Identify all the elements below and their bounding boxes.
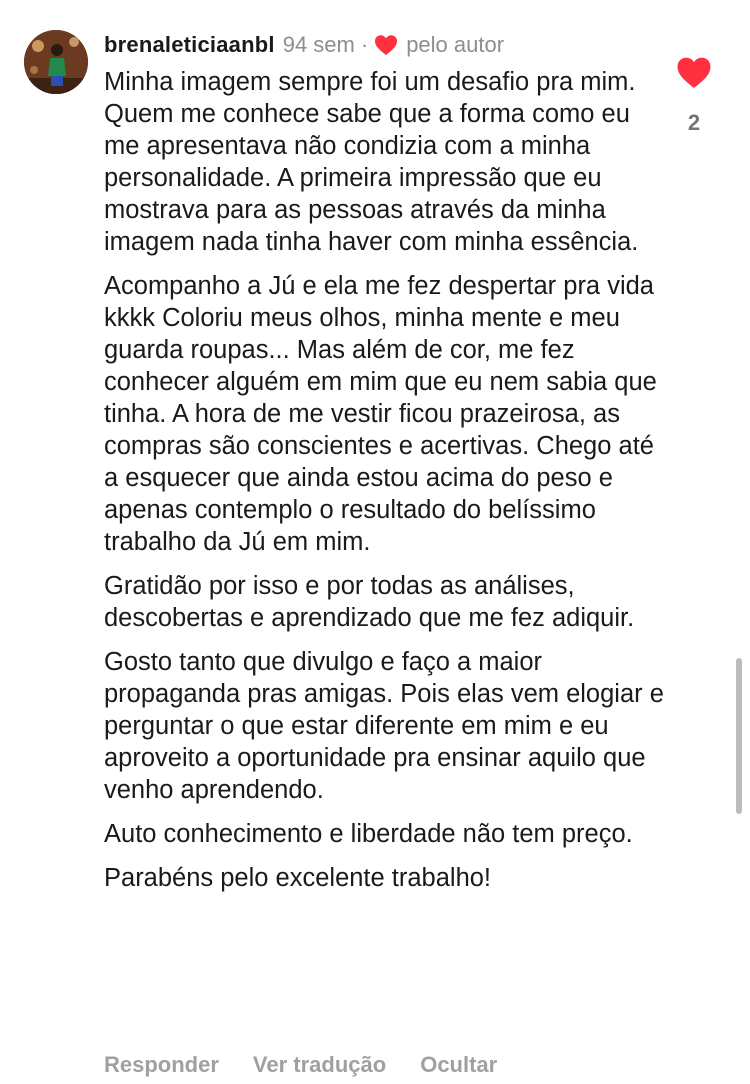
comment-actions [104,1052,497,1078]
hide-button[interactable]: Ocultar [420,1052,498,1077]
reply-button[interactable]: Responder [104,1052,219,1077]
avatar[interactable] [24,30,88,94]
comment-paragraph: Gratidão por isso e por todas as análises, descobertas e aprendizado que me fez adiquir. [104,572,635,632]
heart-icon [374,34,398,56]
liked-by-author-label: pelo autor [406,32,505,57]
avatar-photo [24,30,88,94]
comment-text [104,66,664,906]
separator-dot: · [360,32,369,57]
comment-paragraph: Acompanho a Jú e ela me fez despertar pra vida kkkk Coloriu meus olhos, minha mente e meu guarda roupas... Mas além de cor, me fez conhecer alguém em mim que eu nem sabia que tinha. A hora de me vestir ficou prazeirosa, as compras são conscientes e acertivas. Chego até a esquecer que ainda estou acima do peso e apenas contemplo o resultado do belíssimo trabalho da Jú em mim. [104,272,657,556]
like-count[interactable]: 2 [687,110,701,135]
comment-paragraph: Auto conhecimento e liberdade não tem preço. [104,820,633,848]
comment-paragraph: Gosto tanto que divulgo e faço a maior propaganda pras amigas. Pois elas vem elogiar e perguntar o que estar diferente em mim e eu aproveito a oportunidade pra ensinar aquilo que venho aprendendo. [104,648,664,804]
comment-paragraph: Minha imagem sempre foi um desafio pra mim. Quem me conhece sabe que a forma como eu me apresentava não condizia com a minha personalidade. A primeira impressão que eu mostrava para as pessoas através da minha imagem nada tinha haver com minha essência. [104,68,639,256]
scrollbar[interactable] [736,658,742,814]
translate-button[interactable]: Ver tradução [252,1052,387,1077]
heart-filled-icon[interactable] [676,56,712,90]
like-column [672,56,716,136]
comment-timestamp: 94 sem [282,32,355,57]
comment-header [104,30,504,60]
comment-username[interactable]: brenaleticiaanbl [104,32,275,57]
comment-paragraph: Parabéns pelo excelente trabalho! [104,864,492,892]
